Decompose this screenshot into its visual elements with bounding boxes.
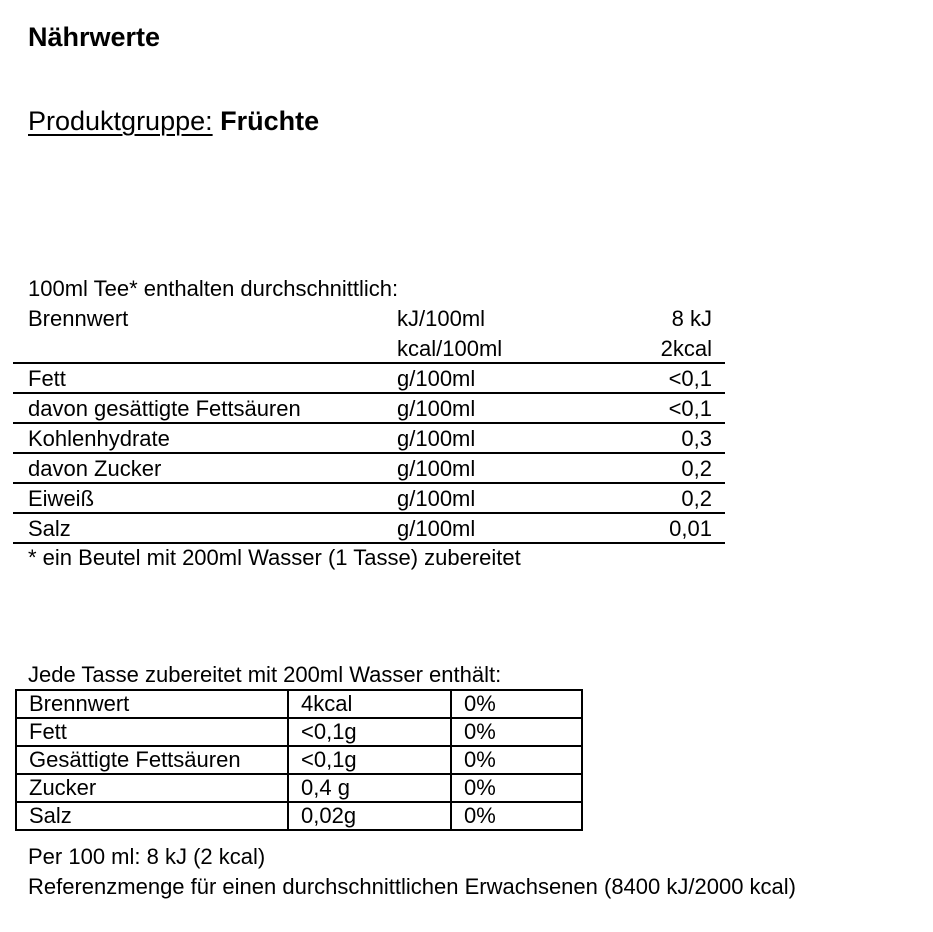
table-row <box>13 334 725 364</box>
nutrition-table-per-cup <box>15 689 583 831</box>
row-name: Brennwert <box>28 306 129 331</box>
row-value: 0,01 <box>669 516 712 541</box>
row-percent: 0% <box>451 802 582 830</box>
table-row <box>13 304 725 334</box>
row-value: 0,2 <box>681 486 712 511</box>
row-amount: 0,4 g <box>288 774 451 802</box>
row-value: 0,2 <box>681 456 712 481</box>
reference-intake-note: Referenzmenge für einen durchschnittlichen Erwachsenen (8400 kJ/2000 kcal) <box>28 874 796 899</box>
row-unit: kJ/100ml <box>397 306 486 331</box>
table-row <box>16 718 582 746</box>
table1-footnote: * ein Beutel mit 200ml Wasser (1 Tasse) zubereitet <box>28 545 521 570</box>
row-value: <0,1 <box>668 366 712 391</box>
row-unit: g/100ml <box>397 516 476 541</box>
table-row <box>16 774 582 802</box>
table-row <box>13 424 725 454</box>
row-unit: kcal/100ml <box>397 336 503 361</box>
table-row <box>16 802 582 830</box>
row-name: Kohlenhydrate <box>28 426 170 451</box>
row-name: Eiweiß <box>28 486 95 511</box>
table-row <box>13 484 725 514</box>
table-row <box>13 514 725 544</box>
row-percent: 0% <box>451 690 582 718</box>
row-amount: 0,02g <box>288 802 451 830</box>
table-row <box>13 394 725 424</box>
nutrition-table-per-100ml <box>13 304 725 544</box>
row-name: Zucker <box>16 774 288 802</box>
row-percent: 0% <box>451 746 582 774</box>
product-group-value: Früchte <box>220 106 320 136</box>
row-name: Brennwert <box>16 690 288 718</box>
row-name: Fett <box>28 366 66 391</box>
row-value: 2kcal <box>660 336 712 361</box>
per-100ml-note: Per 100 ml: 8 kJ (2 kcal) <box>28 844 266 869</box>
table1-intro: 100ml Tee* enthalten durchschnittlich: <box>28 276 399 301</box>
row-name: Gesättigte Fettsäuren <box>16 746 288 774</box>
table-row <box>13 364 725 394</box>
table2-intro: Jede Tasse zubereitet mit 200ml Wasser enthält: <box>28 662 502 687</box>
row-value: 0,3 <box>681 426 712 451</box>
row-name: davon gesättigte Fettsäuren <box>28 396 301 421</box>
row-unit: g/100ml <box>397 486 476 511</box>
row-percent: 0% <box>451 774 582 802</box>
row-name: Fett <box>16 718 288 746</box>
row-amount: <0,1g <box>288 718 451 746</box>
table-row <box>13 454 725 484</box>
row-unit: g/100ml <box>397 456 476 481</box>
row-unit: g/100ml <box>397 366 476 391</box>
product-group-label: Produktgruppe: <box>28 106 213 136</box>
product-group <box>28 106 319 137</box>
row-amount: 4kcal <box>288 690 451 718</box>
page-title: Nährwerte <box>28 22 161 52</box>
row-value: 8 kJ <box>671 306 712 331</box>
row-percent: 0% <box>451 718 582 746</box>
table-row <box>16 690 582 718</box>
row-value: <0,1 <box>668 396 712 421</box>
row-name: Salz <box>16 802 288 830</box>
row-unit: g/100ml <box>397 426 476 451</box>
row-unit: g/100ml <box>397 396 476 421</box>
row-name: Salz <box>28 516 71 541</box>
table-row <box>16 746 582 774</box>
row-amount: <0,1g <box>288 746 451 774</box>
row-name: davon Zucker <box>28 456 162 481</box>
